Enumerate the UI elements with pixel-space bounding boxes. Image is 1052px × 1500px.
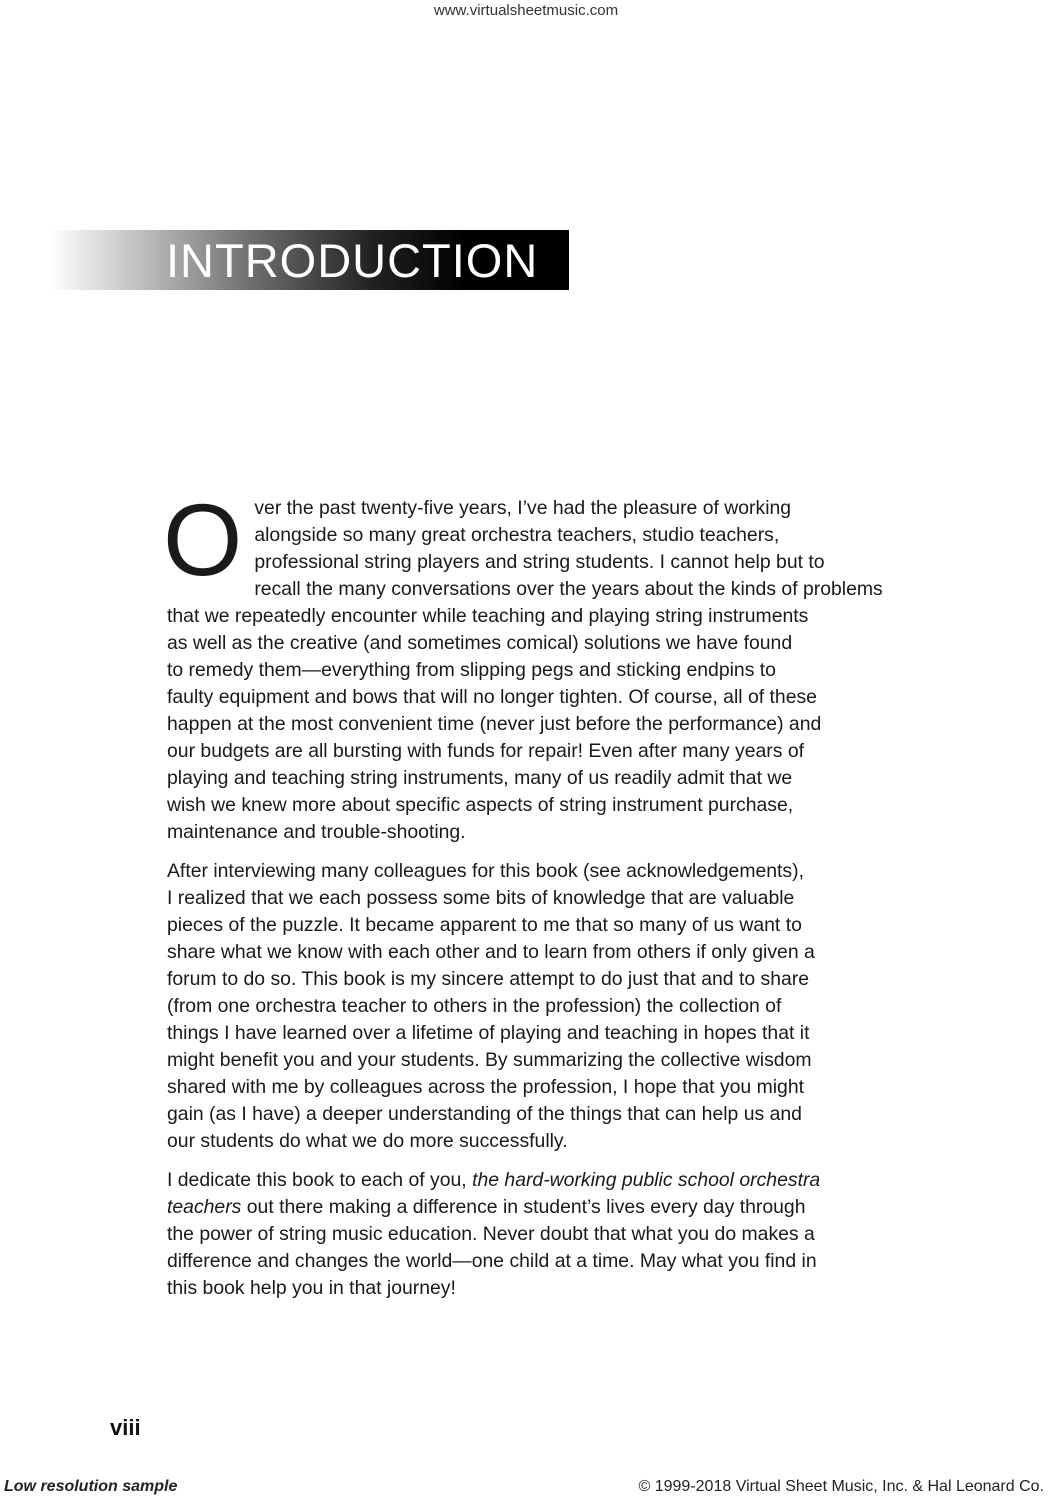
text-line: After interviewing many colleagues for this book (see acknowledgements), — [167, 860, 804, 882]
introduction-body — [163, 483, 887, 1314]
text-line: the power of string music education. Never doubt that what you do makes a — [167, 1223, 815, 1245]
text-line: as well as the creative (and sometimes comical) solutions we have found — [167, 632, 793, 654]
text-line: wish we knew more about specific aspects of string instrument purchase, — [167, 794, 794, 816]
text-line: this book help you in that journey! — [167, 1277, 456, 1299]
text-line: pieces of the puzzle. It became apparent to me that so many of us want to — [167, 914, 802, 936]
text-line: playing and teaching string instruments, many of us readily admit that we — [167, 767, 793, 789]
text-line: to remedy them—everything from slipping pegs and sticking endpins to — [167, 659, 776, 681]
text-line: I realized that we each possess some bits of knowledge that are valuable — [167, 887, 795, 909]
text-line: gain (as I have) a deeper understanding of the things that can help us and — [167, 1103, 802, 1125]
page-title: INTRODUCTION — [166, 234, 539, 287]
text-line: (from one orchestra teacher to others in the profession) the collection of — [167, 995, 782, 1017]
page-number: viii — [110, 1415, 141, 1440]
paragraph-3 — [167, 1167, 887, 1302]
dedication-text: I dedicate this book to each of you, — [167, 1169, 473, 1191]
footer-copyright: © 1999-2018 Virtual Sheet Music, Inc. & Hal Leonard Co. — [638, 1478, 1044, 1495]
footer-sample-note: Low resolution sample — [4, 1478, 178, 1495]
text-line: faulty equipment and bows that will no longer tighten. Of course, all of these — [167, 686, 817, 708]
text-line: alongside so many great orchestra teachers, studio teachers, — [254, 524, 780, 546]
dedication-italic: teachers — [167, 1196, 242, 1218]
text-line: shared with me by colleagues across the profession, I hope that you might — [167, 1076, 805, 1098]
paragraph-1 — [163, 483, 887, 846]
text-line: our students do what we do more successfully. — [167, 1130, 568, 1152]
site-url: www.virtualsheetmusic.com — [433, 2, 619, 19]
text-line: our budgets are all bursting with funds for repair! Even after many years of — [167, 740, 804, 762]
text-line: that we repeatedly encounter while teaching and playing string instruments — [167, 605, 809, 627]
dedication-text: out there making a difference in student’s lives every day through — [241, 1196, 806, 1218]
text-line: things I have learned over a lifetime of playing and teaching in hopes that it — [167, 1022, 810, 1044]
paragraph-2 — [167, 858, 887, 1155]
text-line: happen at the most convenient time (never just before the performance) and — [167, 713, 822, 735]
text-line: might benefit you and your students. By summarizing the collective wisdom — [167, 1049, 812, 1071]
text-line: maintenance and trouble-shooting. — [167, 821, 466, 843]
text-line: forum to do so. This book is my sincere attempt to do just that and to share — [167, 968, 810, 990]
text-line: share what we know with each other and to learn from others if only given a — [167, 941, 815, 963]
text-line: ver the past twenty-five years, I’ve had the pleasure of working — [254, 497, 792, 519]
text-line — [167, 1194, 887, 1221]
text-line: recall the many conversations over the years about the kinds of problems — [254, 578, 883, 600]
dedication-italic: the hard-working public school orchestra — [472, 1169, 821, 1191]
text-line: professional string players and string students. I cannot help but to — [254, 551, 825, 573]
text-line — [167, 1167, 887, 1194]
drop-cap: O — [163, 483, 243, 597]
text-line: difference and changes the world—one child at a time. May what you find in — [167, 1250, 817, 1272]
